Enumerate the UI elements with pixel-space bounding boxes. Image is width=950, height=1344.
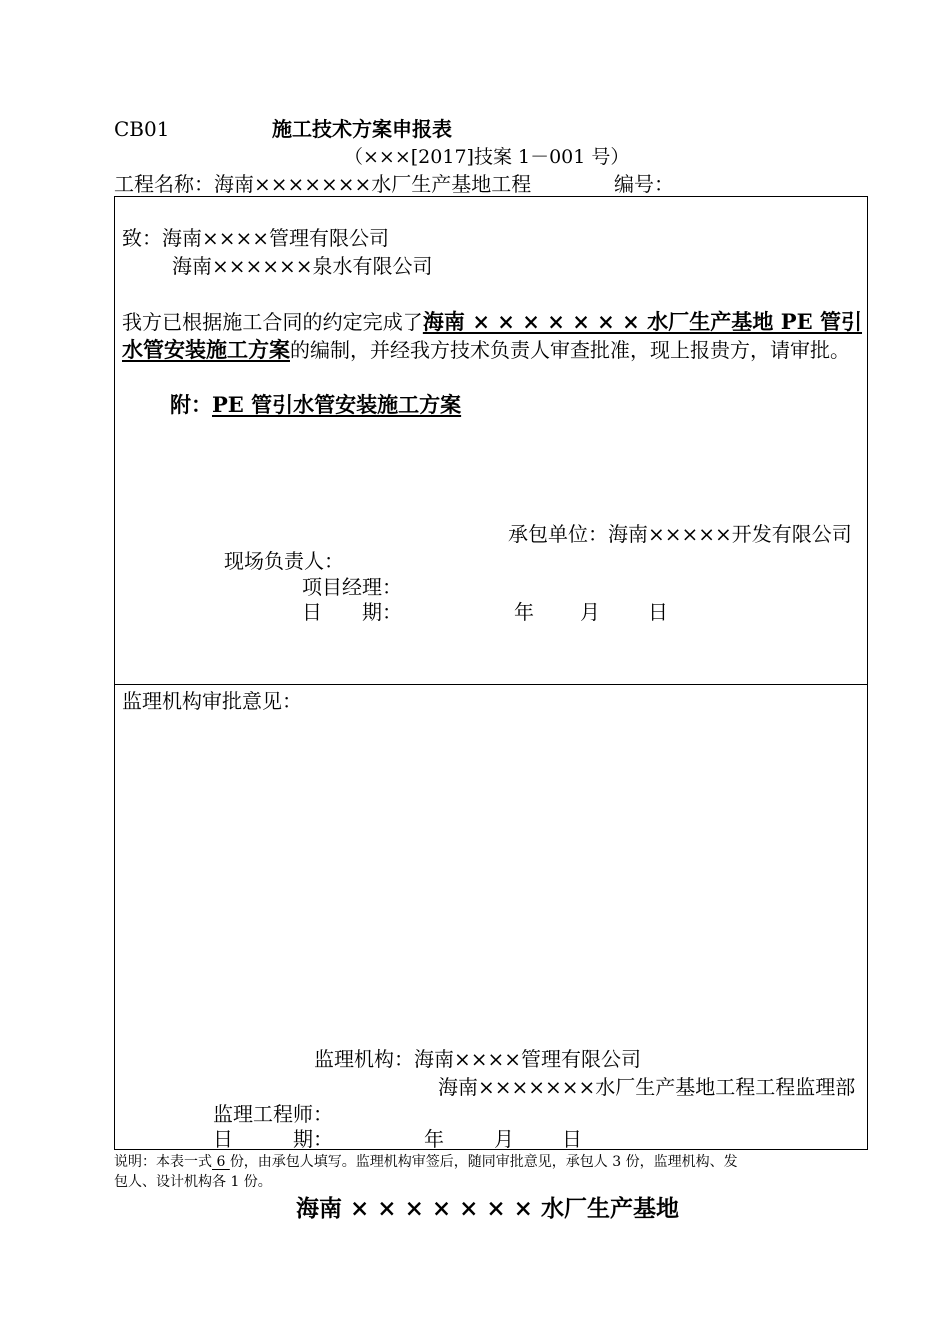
note-line-2: 包人、设计机构各 1 份。 xyxy=(114,1174,272,1190)
note-prefix: 说明：本表一式 xyxy=(114,1154,212,1170)
serial-number-label: 编号： xyxy=(614,172,674,196)
note-line-1 xyxy=(114,1152,738,1173)
form-title: 施工技术方案申报表 xyxy=(272,117,452,141)
recipient-1: 海南××××管理有限公司 xyxy=(162,226,390,250)
to-label: 致： xyxy=(122,226,162,250)
supervision-date-year: 年 xyxy=(424,1127,444,1151)
copies-count: 6 xyxy=(212,1154,230,1170)
project-name-value: 海南×××××××水厂生产基地工程 xyxy=(214,172,532,196)
supervision-date-day: 日 xyxy=(562,1127,582,1151)
submission-date-day: 日 xyxy=(648,600,668,624)
note-suffix: 份，由承包人填写。监理机构审签后，随同审批意见，承包人 3 份，监理机构、发 xyxy=(229,1154,738,1170)
document-number: （×××[2017]技案 1－001 号） xyxy=(344,146,630,168)
submission-date-label: 日 期： xyxy=(302,600,402,624)
supervision-date-month: 月 xyxy=(494,1127,514,1151)
contractor-label: 承包单位：海南×××××开发有限公司 xyxy=(508,522,852,546)
supervision-date-label: 日 期： xyxy=(213,1127,333,1151)
attachment-row xyxy=(170,391,461,419)
supervision-engineer-label: 监理工程师： xyxy=(213,1102,333,1126)
site-manager-label: 现场负责人： xyxy=(224,549,344,573)
project-name-row xyxy=(114,171,531,197)
submission-date-year: 年 xyxy=(514,600,534,624)
bottom-title: 海南 × × × × × × × 水厂生产基地 xyxy=(296,1195,679,1222)
section-divider xyxy=(114,684,868,685)
recipient-line-1 xyxy=(122,225,389,251)
body-project-name: 海南 × × × × × × × 水厂生产基地 PE 管引水管安装施工方案 xyxy=(122,309,863,362)
attachment-name: PE 管引水管安装施工方案 xyxy=(212,392,462,417)
submission-body xyxy=(122,308,862,364)
body-suffix: 的编制，并经我方技术负责人审查批准，现上报贵方，请审批。 xyxy=(290,338,850,362)
project-manager-label: 项目经理： xyxy=(302,575,402,599)
supervision-department: 海南×××××××水厂生产基地工程工程监理部 xyxy=(438,1075,856,1099)
supervision-opinion-label: 监理机构审批意见： xyxy=(122,689,302,713)
recipient-2: 海南××××××泉水有限公司 xyxy=(172,254,433,278)
attachment-label: 附： xyxy=(170,392,212,417)
body-prefix: 我方已根据施工合同的约定完成了 xyxy=(122,310,423,334)
project-name-label: 工程名称： xyxy=(114,172,214,196)
supervision-org-label: 监理机构：海南××××管理有限公司 xyxy=(314,1047,642,1071)
submission-date-month: 月 xyxy=(580,600,600,624)
form-code: CB01 xyxy=(114,117,170,141)
